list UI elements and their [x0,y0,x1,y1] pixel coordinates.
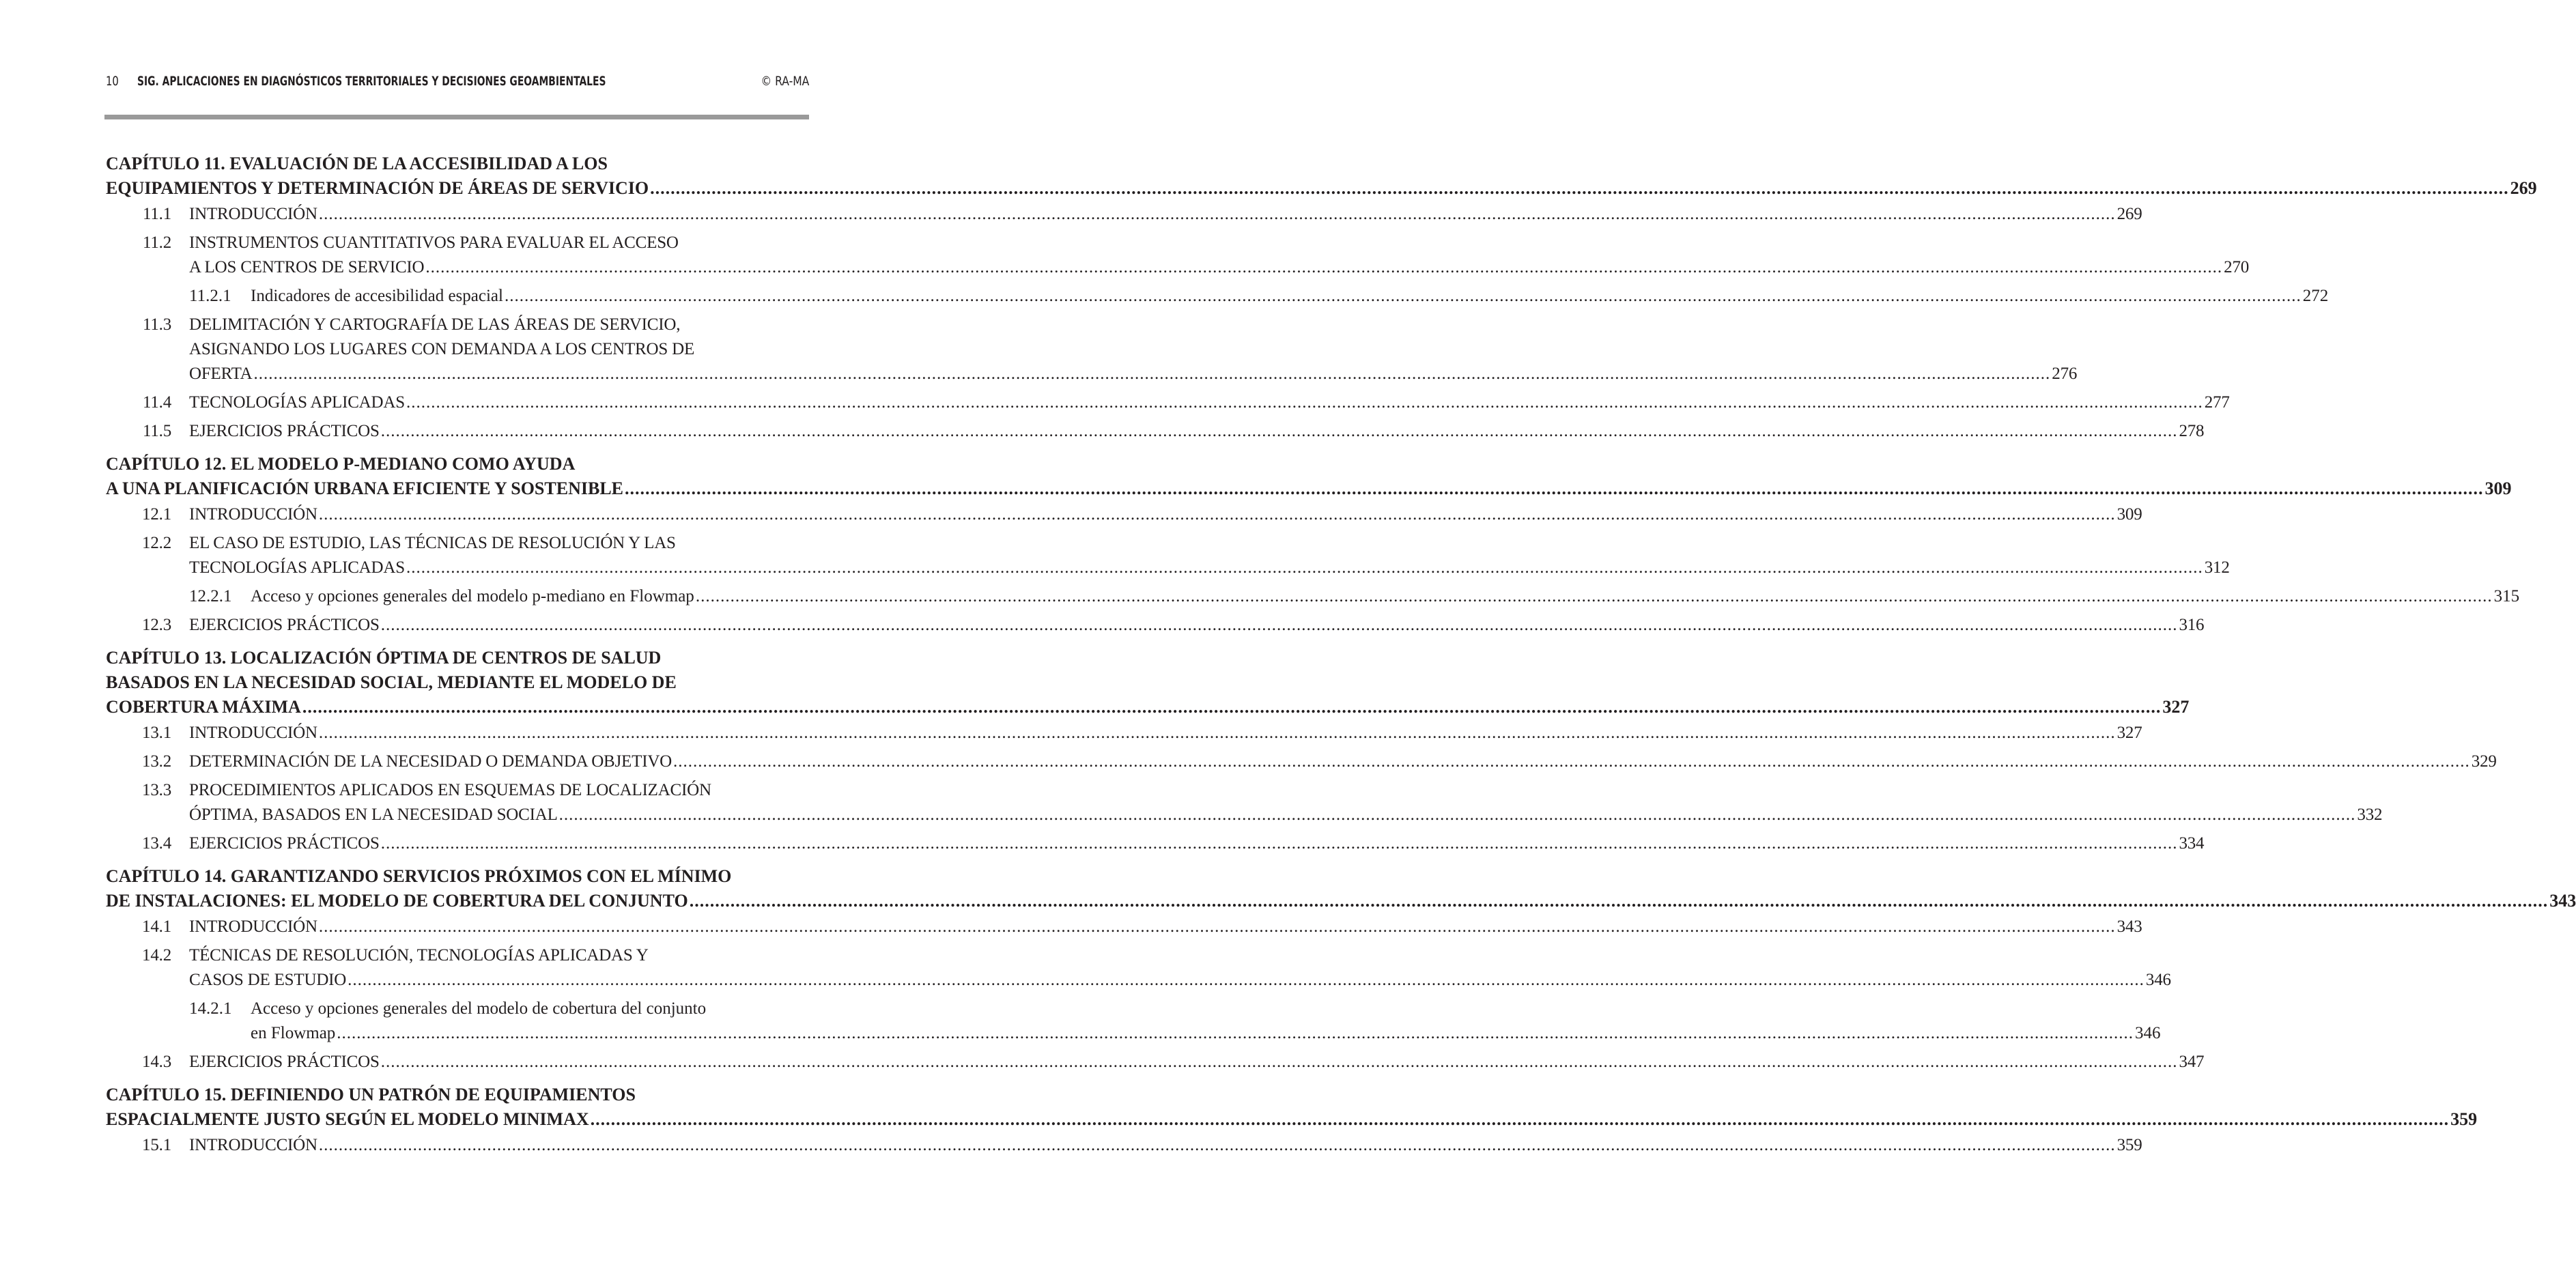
subsection-line [251,584,2519,609]
section-body [189,231,2249,280]
section-title: OFERTA [189,365,253,383]
chapter-page-number: 359 [2450,1109,2478,1129]
dot-leader [319,915,2116,939]
subsection-body [251,997,2161,1046]
section-body [189,1133,2142,1158]
section-line [189,968,2171,993]
dot-leader [690,889,2549,913]
section-number: 12.2 [142,534,171,552]
subsection-number-text: 11.2.1 [189,287,231,305]
chapter-heading [106,452,2512,501]
section-page-number: 276 [2052,365,2078,383]
section-page-number: 332 [2357,805,2383,824]
section-title: EJERCICIOS PRÁCTICOS [189,616,380,634]
section-number: 12.1 [142,505,171,524]
section-title: EJERCICIOS PRÁCTICOS [189,1053,380,1071]
section-line [189,202,2142,227]
dot-leader [381,1050,2178,1074]
chapter-page-number: 309 [2485,479,2512,498]
section-entry [106,531,2230,580]
section-line [189,556,2230,580]
section-page-number: 327 [2117,724,2142,742]
chapter-block [106,152,2537,444]
dot-leader [348,968,2145,993]
section-line [189,721,2142,745]
section-number: 14.1 [142,917,171,936]
section-page-number: 309 [2117,505,2142,524]
section-row [106,390,2230,415]
section-row [106,943,2171,993]
section-row [106,750,2497,774]
section-entry [106,721,2142,745]
section-line [189,390,2230,415]
subsection-title: Acceso y opciones generales del modelo p-mediano en Flowmap [251,587,694,605]
section-entry [106,1133,2142,1158]
chapter-title: DE INSTALACIONES: EL MODELO DE COBERTURA DEL CONJUNTO [106,891,688,911]
dot-leader [650,176,2509,201]
section-row [106,202,2142,227]
section-number: 11.2 [142,233,171,252]
section-number: 13.2 [142,752,171,771]
section-title: INTRODUCCIÓN [189,724,317,742]
chapter-title: EQUIPAMIENTOS Y DETERMINACIÓN DE ÁREAS DE SERVICIO [106,178,649,198]
section-body [189,721,2142,745]
subsection-line [251,284,2328,309]
section-body [189,502,2142,527]
chapter-page-number: 327 [2162,697,2190,717]
dot-leader [319,502,2116,527]
chapter-line [106,695,2190,719]
dot-leader [505,284,2302,309]
dot-leader [302,695,2162,719]
section-line [189,915,2142,939]
chapter-block [106,864,2576,1074]
chapter-title: COBERTURA MÁXIMA [106,697,301,717]
chapter-heading-line: CAPÍTULO 15. DEFINIENDO UN PATRÓN DE EQUIPAMIENTOS [106,1085,636,1104]
chapter-line [106,1107,2478,1132]
subsection-number-text: 14.2.1 [189,999,232,1018]
section-title: TECNOLOGÍAS APLICADAS [189,558,405,577]
section-entry [106,943,2171,993]
section-line [189,419,2204,444]
section-title-line: INSTRUMENTOS CUANTITATIVOS PARA EVALUAR EL ACCESO [189,233,679,252]
section-title: DETERMINACIÓN DE LA NECESIDAD O DEMANDA OBJETIVO [189,752,673,771]
subsection-row [106,584,2520,609]
subsection-page-number: 315 [2493,587,2520,605]
section-entry [106,831,2205,856]
section-number: 11.5 [142,422,171,440]
section-title: INTRODUCCIÓN [189,917,317,936]
section-entry [106,231,2250,280]
section-body [189,613,2204,638]
chapter-line [106,889,2576,913]
section-title: INTRODUCCIÓN [189,205,317,223]
section-line [189,750,2497,774]
chapter-heading [106,152,2537,201]
section-row [106,915,2142,939]
chapter-block [106,452,2520,638]
section-title-line: TÉCNICAS DE RESOLUCIÓN, TECNOLOGÍAS APLICADAS Y [189,946,649,965]
section-line [189,831,2204,856]
section-line [189,1133,2142,1158]
section-title: EJERCICIOS PRÁCTICOS [189,834,380,853]
dot-leader [319,1133,2116,1158]
chapter-line [106,176,2537,201]
dot-leader [381,613,2178,638]
dot-leader [559,803,2356,827]
section-number: 12.3 [142,616,171,634]
dot-leader [319,721,2116,745]
chapter-line [106,476,2512,501]
section-line [189,803,2382,827]
subsection-entry [106,584,2520,609]
section-line [189,362,2077,386]
section-title: ÓPTIMA, BASADOS EN LA NECESIDAD SOCIAL [189,805,558,824]
dot-leader [254,362,2051,386]
section-title-line: PROCEDIMIENTOS APLICADOS EN ESQUEMAS DE LOCALIZACIÓN [189,781,711,799]
subsection-body [251,284,2328,309]
section-number: 14.3 [142,1053,171,1071]
section-row [106,531,2230,580]
subsection-row [106,284,2329,309]
chapter-heading-line: CAPÍTULO 12. EL MODELO P-MEDIANO COMO AYUDA [106,454,576,474]
chapter-page-number: 269 [2510,178,2537,198]
section-page-number: 347 [2179,1053,2205,1071]
section-body [189,943,2171,993]
chapter-heading-line: CAPÍTULO 11. EVALUACIÓN DE LA ACCESIBILIDAD A LOS [106,154,608,173]
section-page-number: 334 [2179,834,2205,853]
section-entry [106,613,2205,638]
subsection-row [106,997,2161,1046]
page-number: 10 [106,74,119,89]
section-title: INTRODUCCIÓN [189,505,317,524]
section-title: INTRODUCCIÓN [189,1136,317,1154]
section-row [106,1133,2142,1158]
section-title: TECNOLOGÍAS APLICADAS [189,393,405,412]
section-page-number: 359 [2117,1136,2142,1154]
subsection-body [251,584,2519,609]
chapter-heading-line: CAPÍTULO 13. LOCALIZACIÓN ÓPTIMA DE CENTROS DE SALUD [106,648,662,668]
section-line [189,613,2204,638]
section-row [106,831,2205,856]
section-page-number: 343 [2117,917,2142,936]
dot-leader [696,584,2493,609]
dot-leader [625,476,2484,501]
publisher-mark: © RA-MA [761,74,809,89]
dot-leader [381,831,2178,856]
chapter-heading-line: CAPÍTULO 14. GARANTIZANDO SERVICIOS PRÓXIMOS CON EL MÍNIMO [106,866,732,886]
subsection-number [106,584,251,609]
section-body [189,831,2204,856]
section-row [106,313,2078,386]
section-title: A LOS CENTROS DE SERVICIO [189,258,425,276]
section-page-number: 329 [2471,752,2497,771]
subsection-entry [106,997,2161,1046]
section-body [189,750,2497,774]
section-page-number: 312 [2204,558,2230,577]
section-entry [106,313,2078,386]
dot-leader [406,556,2203,580]
subsection-page-number: 272 [2302,287,2329,305]
section-row [106,419,2205,444]
chapter-heading [106,864,2576,913]
section-number: 13.4 [142,834,171,853]
chapter-heading [106,1083,2478,1132]
section-body [189,778,2382,827]
section-body [189,419,2204,444]
section-line [189,502,2142,527]
subsection-line [251,1021,2161,1046]
section-number: 11.1 [142,205,171,223]
section-row [106,1050,2205,1074]
section-title: CASOS DE ESTUDIO [189,971,347,989]
section-entry [106,502,2142,527]
section-line [189,255,2249,280]
section-row [106,721,2142,745]
section-page-number: 277 [2204,393,2230,412]
section-title-line: DELIMITACIÓN Y CARTOGRAFÍA DE LAS ÁREAS DE SERVICIO, [189,315,681,334]
section-row [106,778,2383,827]
section-number: 15.1 [142,1136,171,1154]
chapter-page-number: 343 [2549,891,2576,911]
dot-leader [406,390,2203,415]
section-entry [106,390,2230,415]
section-entry [106,778,2383,827]
section-body [189,531,2230,580]
dot-leader [337,1021,2134,1046]
section-entry [106,1050,2205,1074]
subsection-title: Indicadores de accesibilidad espacial [251,287,503,305]
dot-leader [319,202,2116,227]
section-row [106,502,2142,527]
dot-leader [591,1107,2450,1132]
section-title: EJERCICIOS PRÁCTICOS [189,422,380,440]
section-body [189,915,2142,939]
section-entry [106,419,2205,444]
chapter-title: ESPACIALMENTE JUSTO SEGÚN EL MODELO MINIMAX [106,1109,589,1129]
subsection-entry [106,284,2329,309]
section-body [189,202,2142,227]
subsection-title: en Flowmap [251,1024,336,1042]
section-number: 11.3 [142,315,171,334]
section-number: 13.3 [142,781,171,799]
section-body [189,1050,2204,1074]
chapter-block [106,646,2497,856]
subsection-number-text: 12.2.1 [189,587,232,605]
section-title-line: ASIGNANDO LOS LUGARES CON DEMANDA A LOS CENTROS DE [189,340,695,358]
running-header [106,74,809,97]
dot-leader [673,750,2470,774]
section-row [106,231,2250,280]
section-page-number: 270 [2224,258,2250,276]
header-rule [104,115,809,119]
table-of-contents [106,152,2576,1166]
chapter-block [106,1083,2478,1158]
chapter-heading-line: BASADOS EN LA NECESIDAD SOCIAL, MEDIANTE EL MODELO DE [106,672,677,692]
dot-leader [381,419,2178,444]
chapter-title: A UNA PLANIFICACIÓN URBANA EFICIENTE Y SOSTENIBLE [106,479,623,498]
section-body [189,390,2230,415]
subsection-page-number: 346 [2135,1024,2161,1042]
section-page-number: 269 [2117,205,2142,223]
section-entry [106,915,2142,939]
section-number: 13.1 [142,724,171,742]
section-body [189,313,2077,386]
section-page-number: 316 [2179,616,2205,634]
section-page-number: 278 [2179,422,2205,440]
section-row [106,613,2205,638]
subsection-title-line: Acceso y opciones generales del modelo de cobertura del conjunto [251,999,707,1018]
dot-leader [425,255,2222,280]
book-title: SIG. APLICACIONES EN DIAGNÓSTICOS TERRITORIALES Y DECISIONES GEOAMBIENTALES [137,74,606,89]
section-page-number: 346 [2145,971,2171,989]
section-number: 14.2 [142,946,171,965]
subsection-number [106,997,251,1046]
section-entry [106,202,2142,227]
subsection-number [106,284,251,309]
section-title-line: EL CASO DE ESTUDIO, LAS TÉCNICAS DE RESOLUCIÓN Y LAS [189,534,676,552]
section-line [189,1050,2204,1074]
section-entry [106,750,2497,774]
chapter-heading [106,646,2190,719]
section-number: 11.4 [142,393,171,412]
